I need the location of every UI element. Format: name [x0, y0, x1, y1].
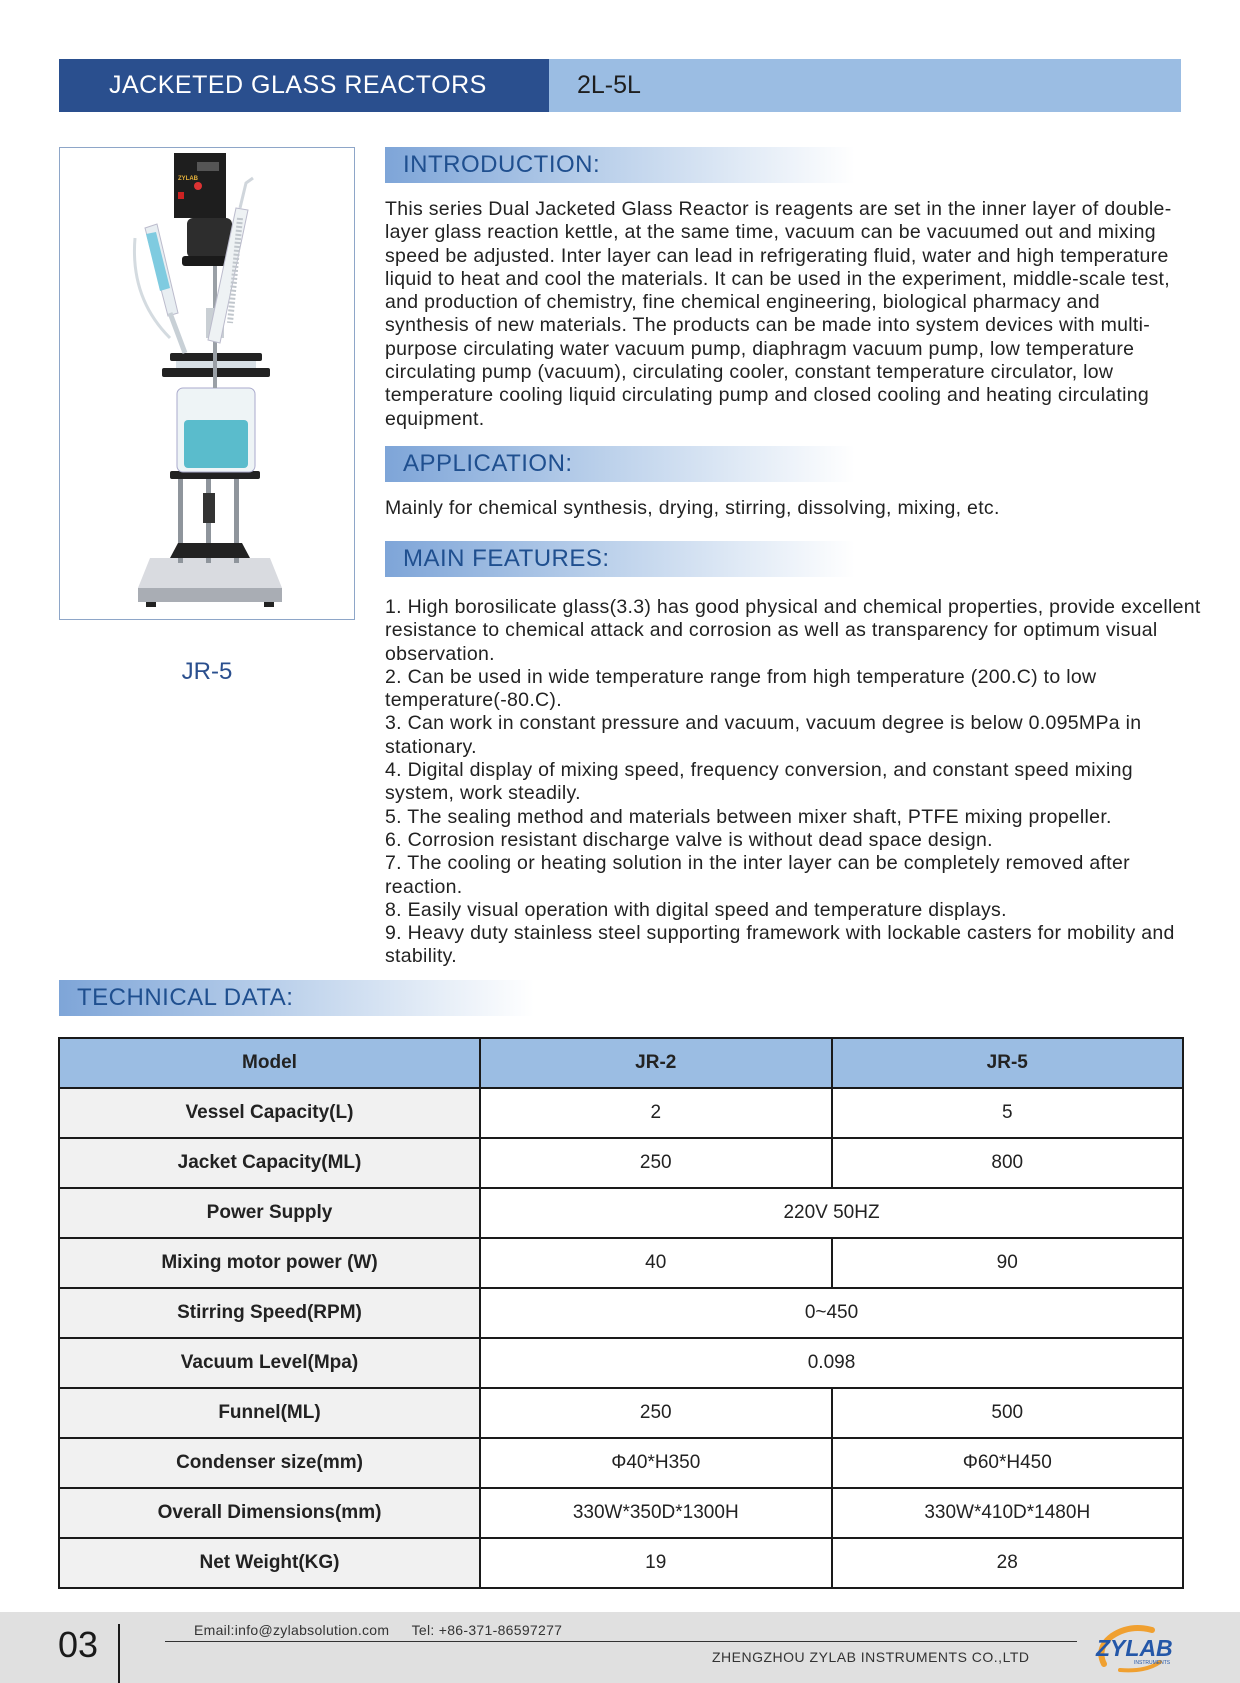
header-banner — [59, 59, 1181, 112]
row-label: Net Weight(KG) — [59, 1538, 480, 1588]
page-footer — [0, 1612, 1240, 1683]
footer-divider — [165, 1641, 1077, 1642]
cell-jr5: 800 — [832, 1138, 1184, 1188]
feature-item: 6. Corrosion resistant discharge valve is without dead space design. — [385, 828, 993, 851]
cell-jr2: 40 — [480, 1238, 832, 1288]
cell-jr2: 19 — [480, 1538, 832, 1588]
reactor-illustration-icon — [60, 148, 355, 620]
page-number: 03 — [58, 1624, 99, 1665]
cell-jr2: 2 — [480, 1088, 832, 1138]
page-title: JACKETED GLASS REACTORS — [59, 59, 549, 112]
cell-jr2: 250 — [480, 1388, 832, 1438]
column-header-model: Model — [59, 1038, 480, 1088]
table-row — [59, 1338, 1183, 1388]
application-text: Mainly for chemical synthesis, drying, stirring, dissolving, mixing, etc. — [385, 497, 1000, 519]
cell-jr5: Φ60*H450 — [832, 1438, 1184, 1488]
cell-shared: 220V 50HZ — [480, 1188, 1183, 1238]
feature-item: 8. Easily visual operation with digital speed and temperature displays. — [385, 898, 1007, 921]
table-row — [59, 1238, 1183, 1288]
capacity-range: 2L-5L — [549, 59, 1181, 112]
product-model-caption: JR-5 — [181, 658, 233, 685]
cell-jr5: 5 — [832, 1088, 1184, 1138]
row-label: Power Supply — [59, 1188, 480, 1238]
table-header-row — [59, 1038, 1183, 1088]
company-name: ZHENGZHOU ZYLAB INSTRUMENTS CO.,LTD — [712, 1649, 1030, 1665]
row-label: Vacuum Level(Mpa) — [59, 1338, 480, 1388]
technical-data-table — [58, 1037, 1184, 1589]
technical-data-heading: TECHNICAL DATA: — [59, 980, 534, 1016]
feature-item: 9. Heavy duty stainless steel supporting framework with lockable casters for mobility and stability. — [385, 922, 1175, 968]
row-label: Funnel(ML) — [59, 1388, 480, 1438]
table-row — [59, 1538, 1183, 1588]
zylab-logo-icon — [1090, 1620, 1182, 1674]
row-label: Mixing motor power (W) — [59, 1238, 480, 1288]
row-label: Condenser size(mm) — [59, 1438, 480, 1488]
cell-shared: 0.098 — [480, 1338, 1183, 1388]
introduction-text: This series Dual Jacketed Glass Reactor is reagents are set in the inner layer of double-layer glass reaction kettle, at the same time, vacuum can be vacuumed out and mixing speed be adjusted. Inter layer can lead in refrigerating fluid, water and high temperature liquid to heat and cool the materials. It can be used in the experiment, middle-scale test, and production of chemistry, fine chemical engineering, biological pharmacy and synthesis of new materials. The products can be made into system devices with multi-purpose circulating water vacuum pump, diaphragm vacuum pump, low temperature circulating pump (vacuum), circulating cooler, constant temperature circulator, low temperature cooling liquid circulating pump and closed cooling and heating circulating equipment. — [385, 198, 1172, 430]
svg-text:INSTRUMENTS: INSTRUMENTS — [1134, 1660, 1171, 1666]
introduction-heading: INTRODUCTION: — [385, 147, 855, 183]
table-row — [59, 1188, 1183, 1238]
product-image — [59, 147, 355, 620]
email-text: Email:info@zylabsolution.com — [194, 1622, 390, 1638]
row-label: Vessel Capacity(L) — [59, 1088, 480, 1138]
features-list — [385, 596, 1205, 969]
tel-text: Tel: +86-371-86597277 — [411, 1622, 563, 1638]
cell-jr2: 250 — [480, 1138, 832, 1188]
page-divider — [118, 1624, 120, 1683]
cell-jr5: 90 — [832, 1238, 1184, 1288]
table-row — [59, 1288, 1183, 1338]
row-label: Jacket Capacity(ML) — [59, 1138, 480, 1188]
cell-jr2: Φ40*H350 — [480, 1438, 832, 1488]
feature-item: 5. The sealing method and materials between mixer shaft, PTFE mixing propeller. — [385, 805, 1112, 828]
cell-jr5: 28 — [832, 1538, 1184, 1588]
feature-item: 3. Can work in constant pressure and vacuum, vacuum degree is below 0.095MPa in stationary. — [385, 712, 1142, 758]
cell-jr5: 500 — [832, 1388, 1184, 1438]
cell-jr5: 330W*410D*1480H — [832, 1488, 1184, 1538]
table-row — [59, 1438, 1183, 1488]
feature-item: 7. The cooling or heating solution in the inter layer can be completely removed after reaction. — [385, 852, 1130, 898]
application-heading: APPLICATION: — [385, 446, 855, 482]
contact-info — [194, 1622, 562, 1638]
feature-item: 2. Can be used in wide temperature range from high temperature (200.C) to low temperature(-80.C). — [385, 665, 1097, 712]
svg-text:ZYLAB: ZYLAB — [1096, 1635, 1173, 1661]
column-header-jr5: JR-5 — [832, 1038, 1184, 1088]
column-header-jr2: JR-2 — [480, 1038, 832, 1088]
cell-jr2: 330W*350D*1300H — [480, 1488, 832, 1538]
feature-item: 1. High borosilicate glass(3.3) has good physical and chemical properties, provide excellent resistance to chemical attack and corrosion as well as transparency for optimum visual observation. — [385, 596, 1201, 665]
row-label: Overall Dimensions(mm) — [59, 1488, 480, 1538]
svg-text:ZYLAB: ZYLAB — [178, 176, 198, 182]
row-label: Stirring Speed(RPM) — [59, 1288, 480, 1338]
table-row — [59, 1138, 1183, 1188]
feature-item: 4. Digital display of mixing speed, frequency conversion, and constant speed mixing system, work steadily. — [385, 759, 1133, 805]
table-row — [59, 1088, 1183, 1138]
table-row — [59, 1388, 1183, 1438]
main-features-heading: MAIN FEATURES: — [385, 541, 855, 577]
table-row — [59, 1488, 1183, 1538]
cell-shared: 0~450 — [480, 1288, 1183, 1338]
